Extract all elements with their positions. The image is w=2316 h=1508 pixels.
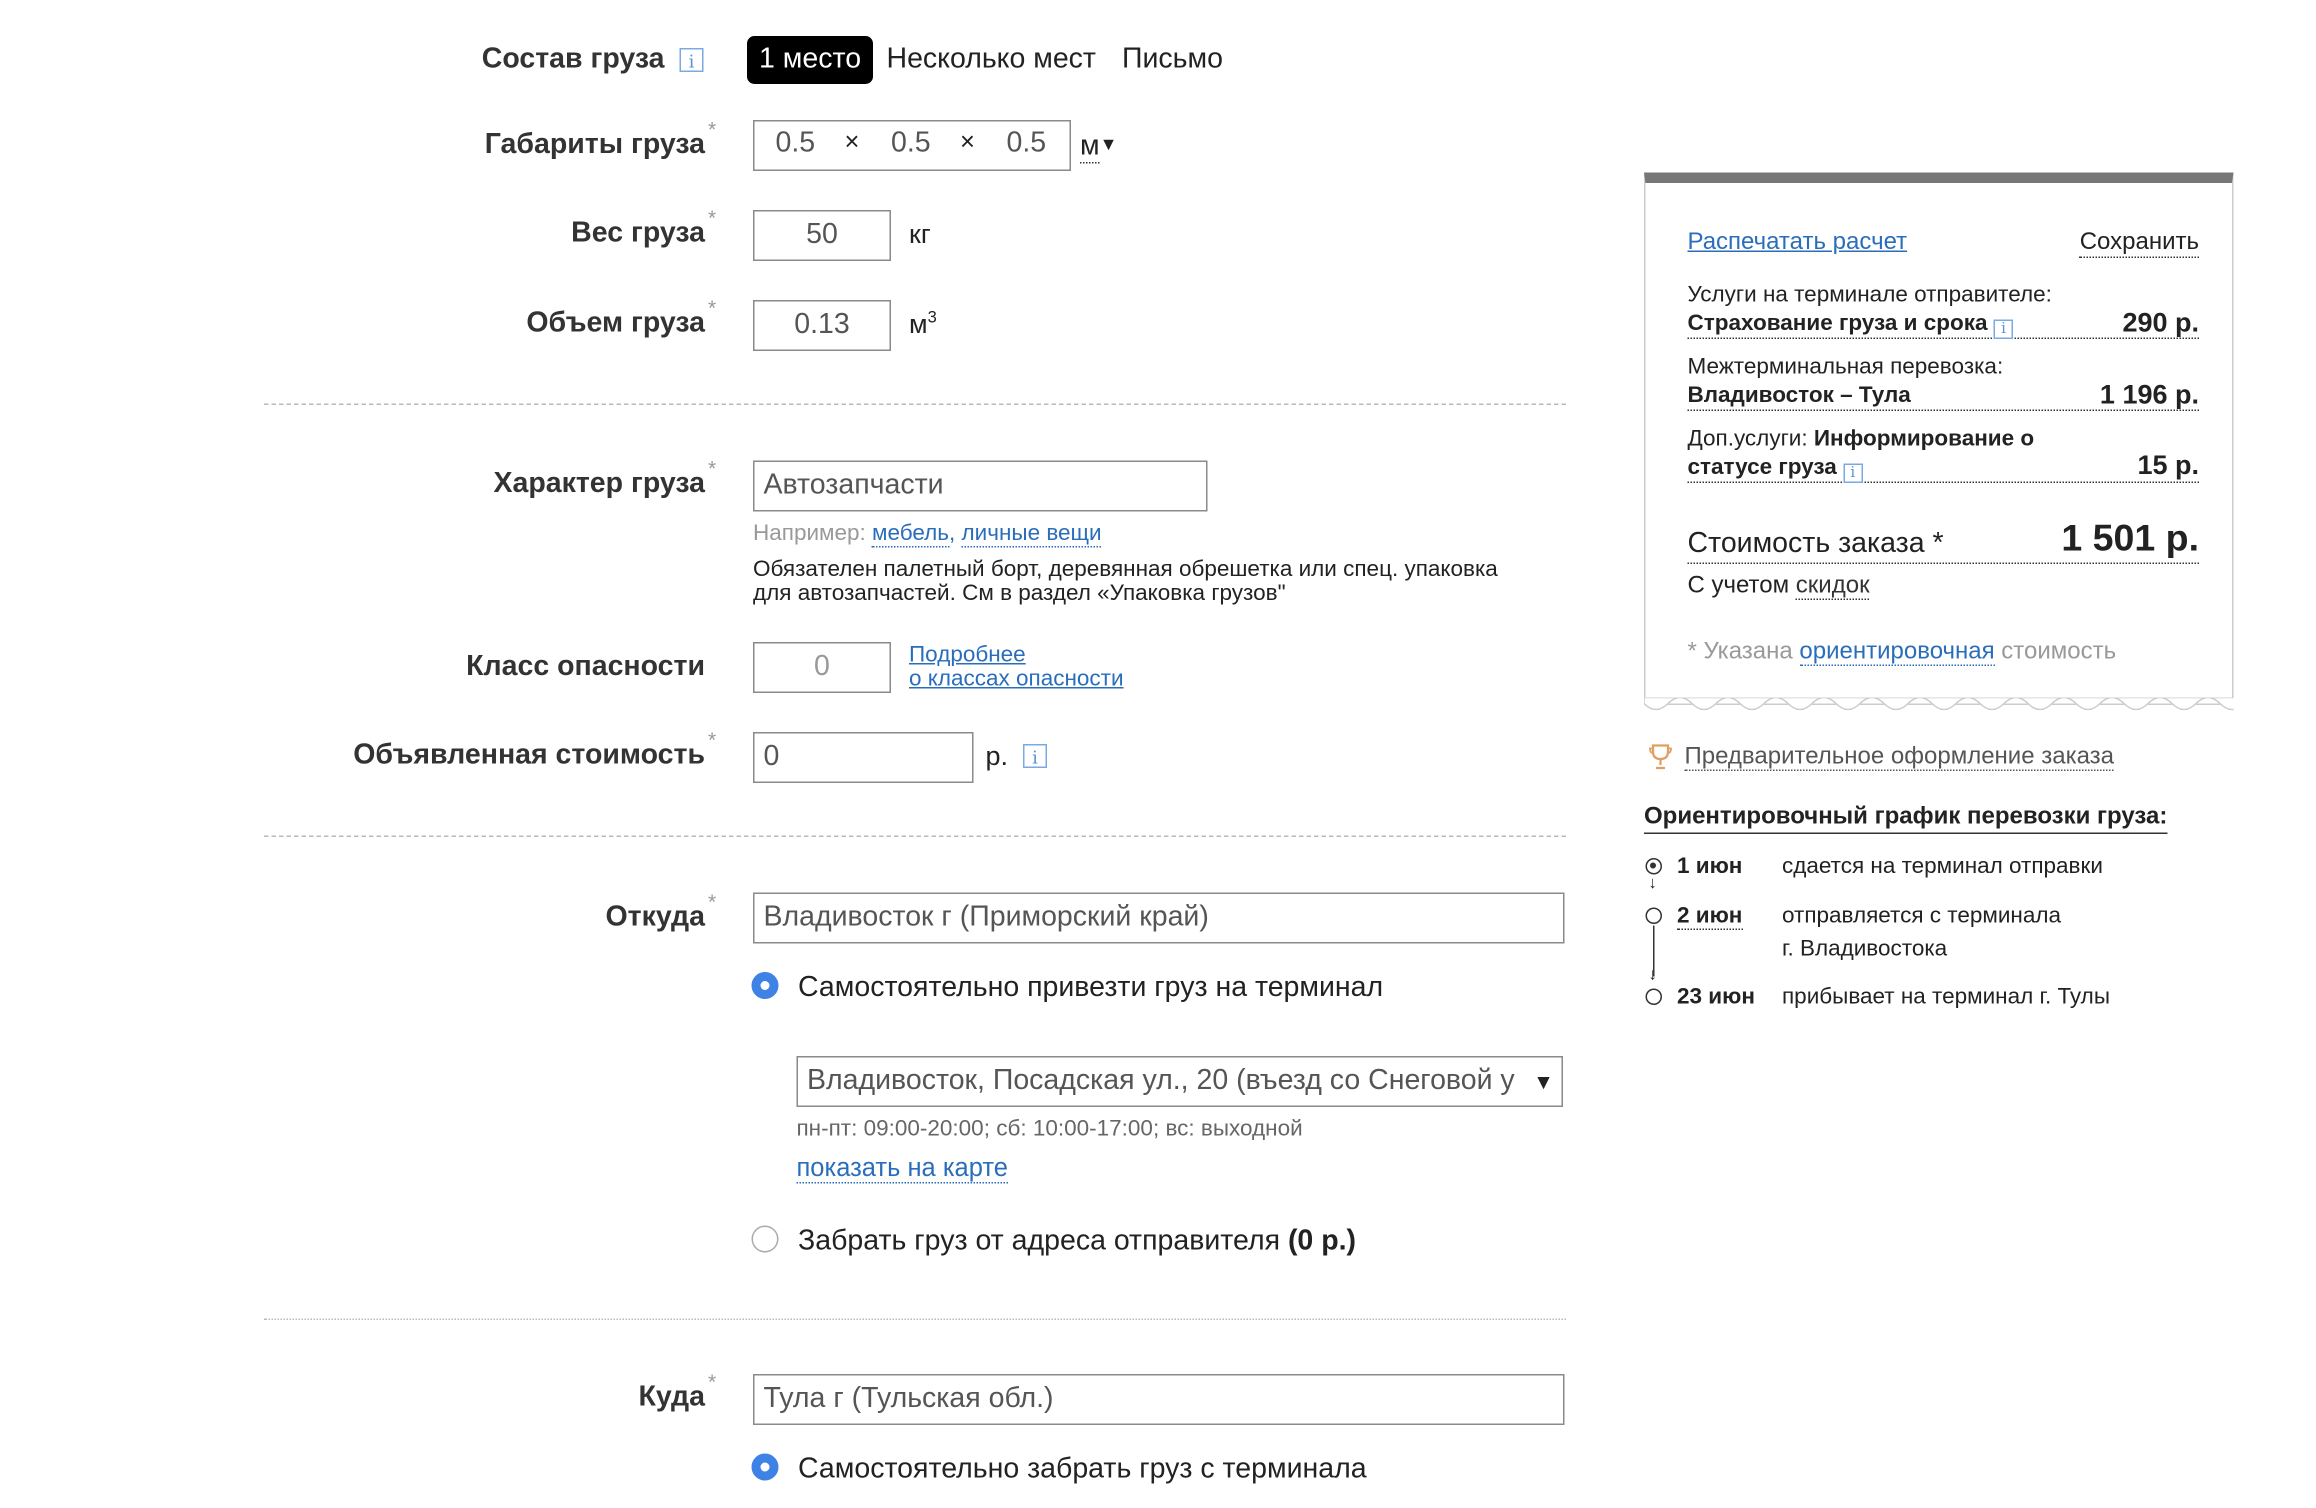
hazard-more-link[interactable] xyxy=(909,644,1124,692)
footnote-prefix: * Указана xyxy=(1687,639,1793,665)
total-value: 1 501 р. xyxy=(2061,517,2199,560)
show-on-map-text[interactable]: показать на карте xyxy=(796,1153,1008,1182)
declared-value-unit: р. xyxy=(985,741,1009,771)
composition-one-place-button[interactable]: 1 место xyxy=(747,36,873,84)
total-label: Стоимость заказа * xyxy=(1687,528,1944,560)
required-mark: * xyxy=(708,205,717,230)
timeline-dot xyxy=(1646,908,1663,925)
schedule-text: сдается на терминал отправки xyxy=(1782,853,2103,879)
volume-label: Объем груза xyxy=(526,307,705,339)
caret-down-icon[interactable]: ▼ xyxy=(1526,1058,1562,1106)
volume-input[interactable]: 0.13 xyxy=(753,300,891,351)
timeline-dot-current xyxy=(1646,858,1663,875)
torn-edge xyxy=(1644,698,2234,719)
required-mark: * xyxy=(708,727,717,752)
required-mark: * xyxy=(708,456,717,480)
show-on-map-link[interactable] xyxy=(797,1154,1008,1184)
dimensions-label: Габариты груза xyxy=(484,129,705,161)
extra-name-line1: Информирование о xyxy=(1813,426,2035,452)
schedule-date: 2 июн xyxy=(1677,903,1743,929)
footnote-suffix: стоимость xyxy=(2001,639,2117,665)
section-divider xyxy=(264,836,1566,838)
info-icon[interactable]: i xyxy=(1994,320,2014,340)
extra-name-line2: статусе груза xyxy=(1687,454,1837,480)
required-mark: * xyxy=(708,117,717,141)
preorder-link-text[interactable]: Предварительное оформление заказа xyxy=(1684,744,2115,770)
preorder-link[interactable] xyxy=(1685,744,2115,771)
required-mark: * xyxy=(708,889,717,914)
discounts-link[interactable]: скидок xyxy=(1795,573,1870,599)
to-self-pickup-radio[interactable] xyxy=(752,1454,779,1481)
transport-title: Межтерминальная перевозка: xyxy=(1687,354,2004,380)
route-price: 1 196 р. xyxy=(2099,379,2199,410)
terminal-hours: пн-пт: 09:00-20:00; сб: 10:00-17:00; вс: выходной xyxy=(796,1116,1303,1142)
services-title: Услуги на терминале отправителе: xyxy=(1687,282,2052,308)
trophy-icon xyxy=(1649,744,1673,771)
to-self-pickup-label[interactable]: Самостоятельно забрать груз с терминала xyxy=(798,1453,1367,1485)
discount-prefix: С учетом xyxy=(1687,573,1790,599)
cargo-examples xyxy=(753,521,1102,547)
hazard-link-line1[interactable]: Подробнее xyxy=(909,642,1026,668)
schedule-text: прибывает на терминал г. Тулы xyxy=(1782,984,2111,1010)
panel-actions xyxy=(1688,230,2200,257)
declared-value-label: Объявленная стоимость xyxy=(353,739,705,771)
comma: , xyxy=(949,520,956,546)
from-self-delivery-radio[interactable] xyxy=(752,972,779,999)
arrow-down-icon: ↓ xyxy=(1648,874,1657,893)
example-personal-items-link[interactable]: личные вещи xyxy=(961,520,1102,546)
approximate-cost-link[interactable]: ориентировочная xyxy=(1799,639,1995,665)
required-mark: * xyxy=(708,295,717,320)
cargo-nature-input[interactable]: Автозапчасти xyxy=(753,461,1208,512)
cargo-note-line2: для автозапчастей. См в раздел «Упаковка грузов" xyxy=(753,580,1286,606)
weight-label: Вес груза xyxy=(571,217,705,249)
footnote-row xyxy=(1688,639,2200,666)
terminal-select[interactable] xyxy=(797,1056,1564,1107)
extra-price: 15 р. xyxy=(2137,450,2199,480)
info-icon[interactable]: i xyxy=(1023,744,1047,768)
route-name: Владивосток – Тула xyxy=(1687,382,1911,408)
to-city-input[interactable]: Тула г (Тульская обл.) xyxy=(753,1374,1565,1425)
schedule-date: 23 июн xyxy=(1677,984,1755,1010)
discount-row xyxy=(1688,573,2200,600)
section-divider xyxy=(264,404,1566,406)
dimensions-unit-label: м xyxy=(1080,130,1100,162)
from-label: Откуда xyxy=(605,901,705,933)
insurance-name: Страхование груза и срока xyxy=(1687,310,1988,336)
schedule-text-line1: отправляется с терминала xyxy=(1782,903,2061,929)
dimensions-height-input[interactable]: 0.5 xyxy=(1006,127,1047,159)
route-row xyxy=(1687,379,2200,412)
schedule-title: Ориентировочный график перевозки груза: xyxy=(1644,804,2167,834)
dimensions-length-input[interactable]: 0.5 xyxy=(775,127,816,159)
volume-unit xyxy=(909,309,937,341)
weight-input[interactable]: 50 xyxy=(753,210,891,261)
hazard-label: Класс опасности xyxy=(466,651,705,683)
pickup-text: Забрать груз от адреса отправителя xyxy=(798,1225,1281,1257)
declared-value-input[interactable]: 0 xyxy=(753,732,974,783)
arrow-down-icon: ↓ xyxy=(1648,966,1657,984)
example-furniture-link[interactable]: мебель xyxy=(872,520,950,546)
cargo-nature-label: Характер груза xyxy=(493,468,705,500)
schedule-date: 1 июн xyxy=(1677,853,1743,879)
from-city-input[interactable]: Владивосток г (Приморский край) xyxy=(753,893,1565,944)
insurance-price: 290 р. xyxy=(2122,307,2199,338)
print-calculation-link[interactable]: Распечатать расчет xyxy=(1687,229,1908,255)
cost-summary-panel xyxy=(1644,173,2234,706)
terminal-select-value: Владивосток, Посадская ул., 20 (въезд со Снеговой у xyxy=(807,1065,1515,1097)
extra-title: Доп.услуги: xyxy=(1687,426,1808,452)
dimensions-width-input[interactable]: 0.5 xyxy=(891,127,931,159)
timeline-dot xyxy=(1646,989,1663,1006)
info-icon[interactable]: i xyxy=(680,48,704,72)
insurance-row xyxy=(1687,307,2200,340)
save-link[interactable]: Сохранить xyxy=(2080,230,2199,259)
to-label: Куда xyxy=(638,1381,705,1413)
total-row xyxy=(1687,517,2200,565)
weight-unit: кг xyxy=(909,219,931,249)
volume-unit-exponent: 3 xyxy=(927,309,937,327)
extra-line2 xyxy=(1687,450,2200,483)
info-icon[interactable]: i xyxy=(1843,464,1863,484)
times-sign: × xyxy=(844,127,860,156)
extra-services-row xyxy=(1688,425,2200,484)
schedule-text xyxy=(1782,900,2061,966)
schedule-text-line2: г. Владивостока xyxy=(1782,936,1948,962)
times-sign: × xyxy=(960,127,975,156)
composition-label: Состав груза xyxy=(481,43,665,75)
pickup-price: (0 р.) xyxy=(1287,1225,1357,1257)
caret-down-icon: ▼ xyxy=(1099,133,1118,155)
required-mark: * xyxy=(708,1369,717,1394)
section-divider xyxy=(264,1319,1566,1321)
from-self-delivery-label[interactable]: Самостоятельно привезти груз на терминал xyxy=(798,972,1384,1004)
cargo-note-line1: Обязателен палетный борт, деревянная обрешетка или спец. упаковка xyxy=(753,556,1498,582)
composition-several-places-button[interactable]: Несколько мест xyxy=(886,43,1096,75)
examples-prefix: Например: xyxy=(753,520,866,546)
dimensions-unit-select[interactable] xyxy=(1080,131,1117,164)
volume-unit-base: м xyxy=(909,309,928,339)
composition-letter-button[interactable]: Письмо xyxy=(1122,43,1223,75)
hazard-input[interactable]: 0 xyxy=(753,642,891,693)
from-pickup-label[interactable] xyxy=(798,1226,1356,1259)
from-pickup-radio[interactable] xyxy=(752,1226,779,1253)
hazard-link-line2[interactable]: о классах опасности xyxy=(909,666,1124,692)
